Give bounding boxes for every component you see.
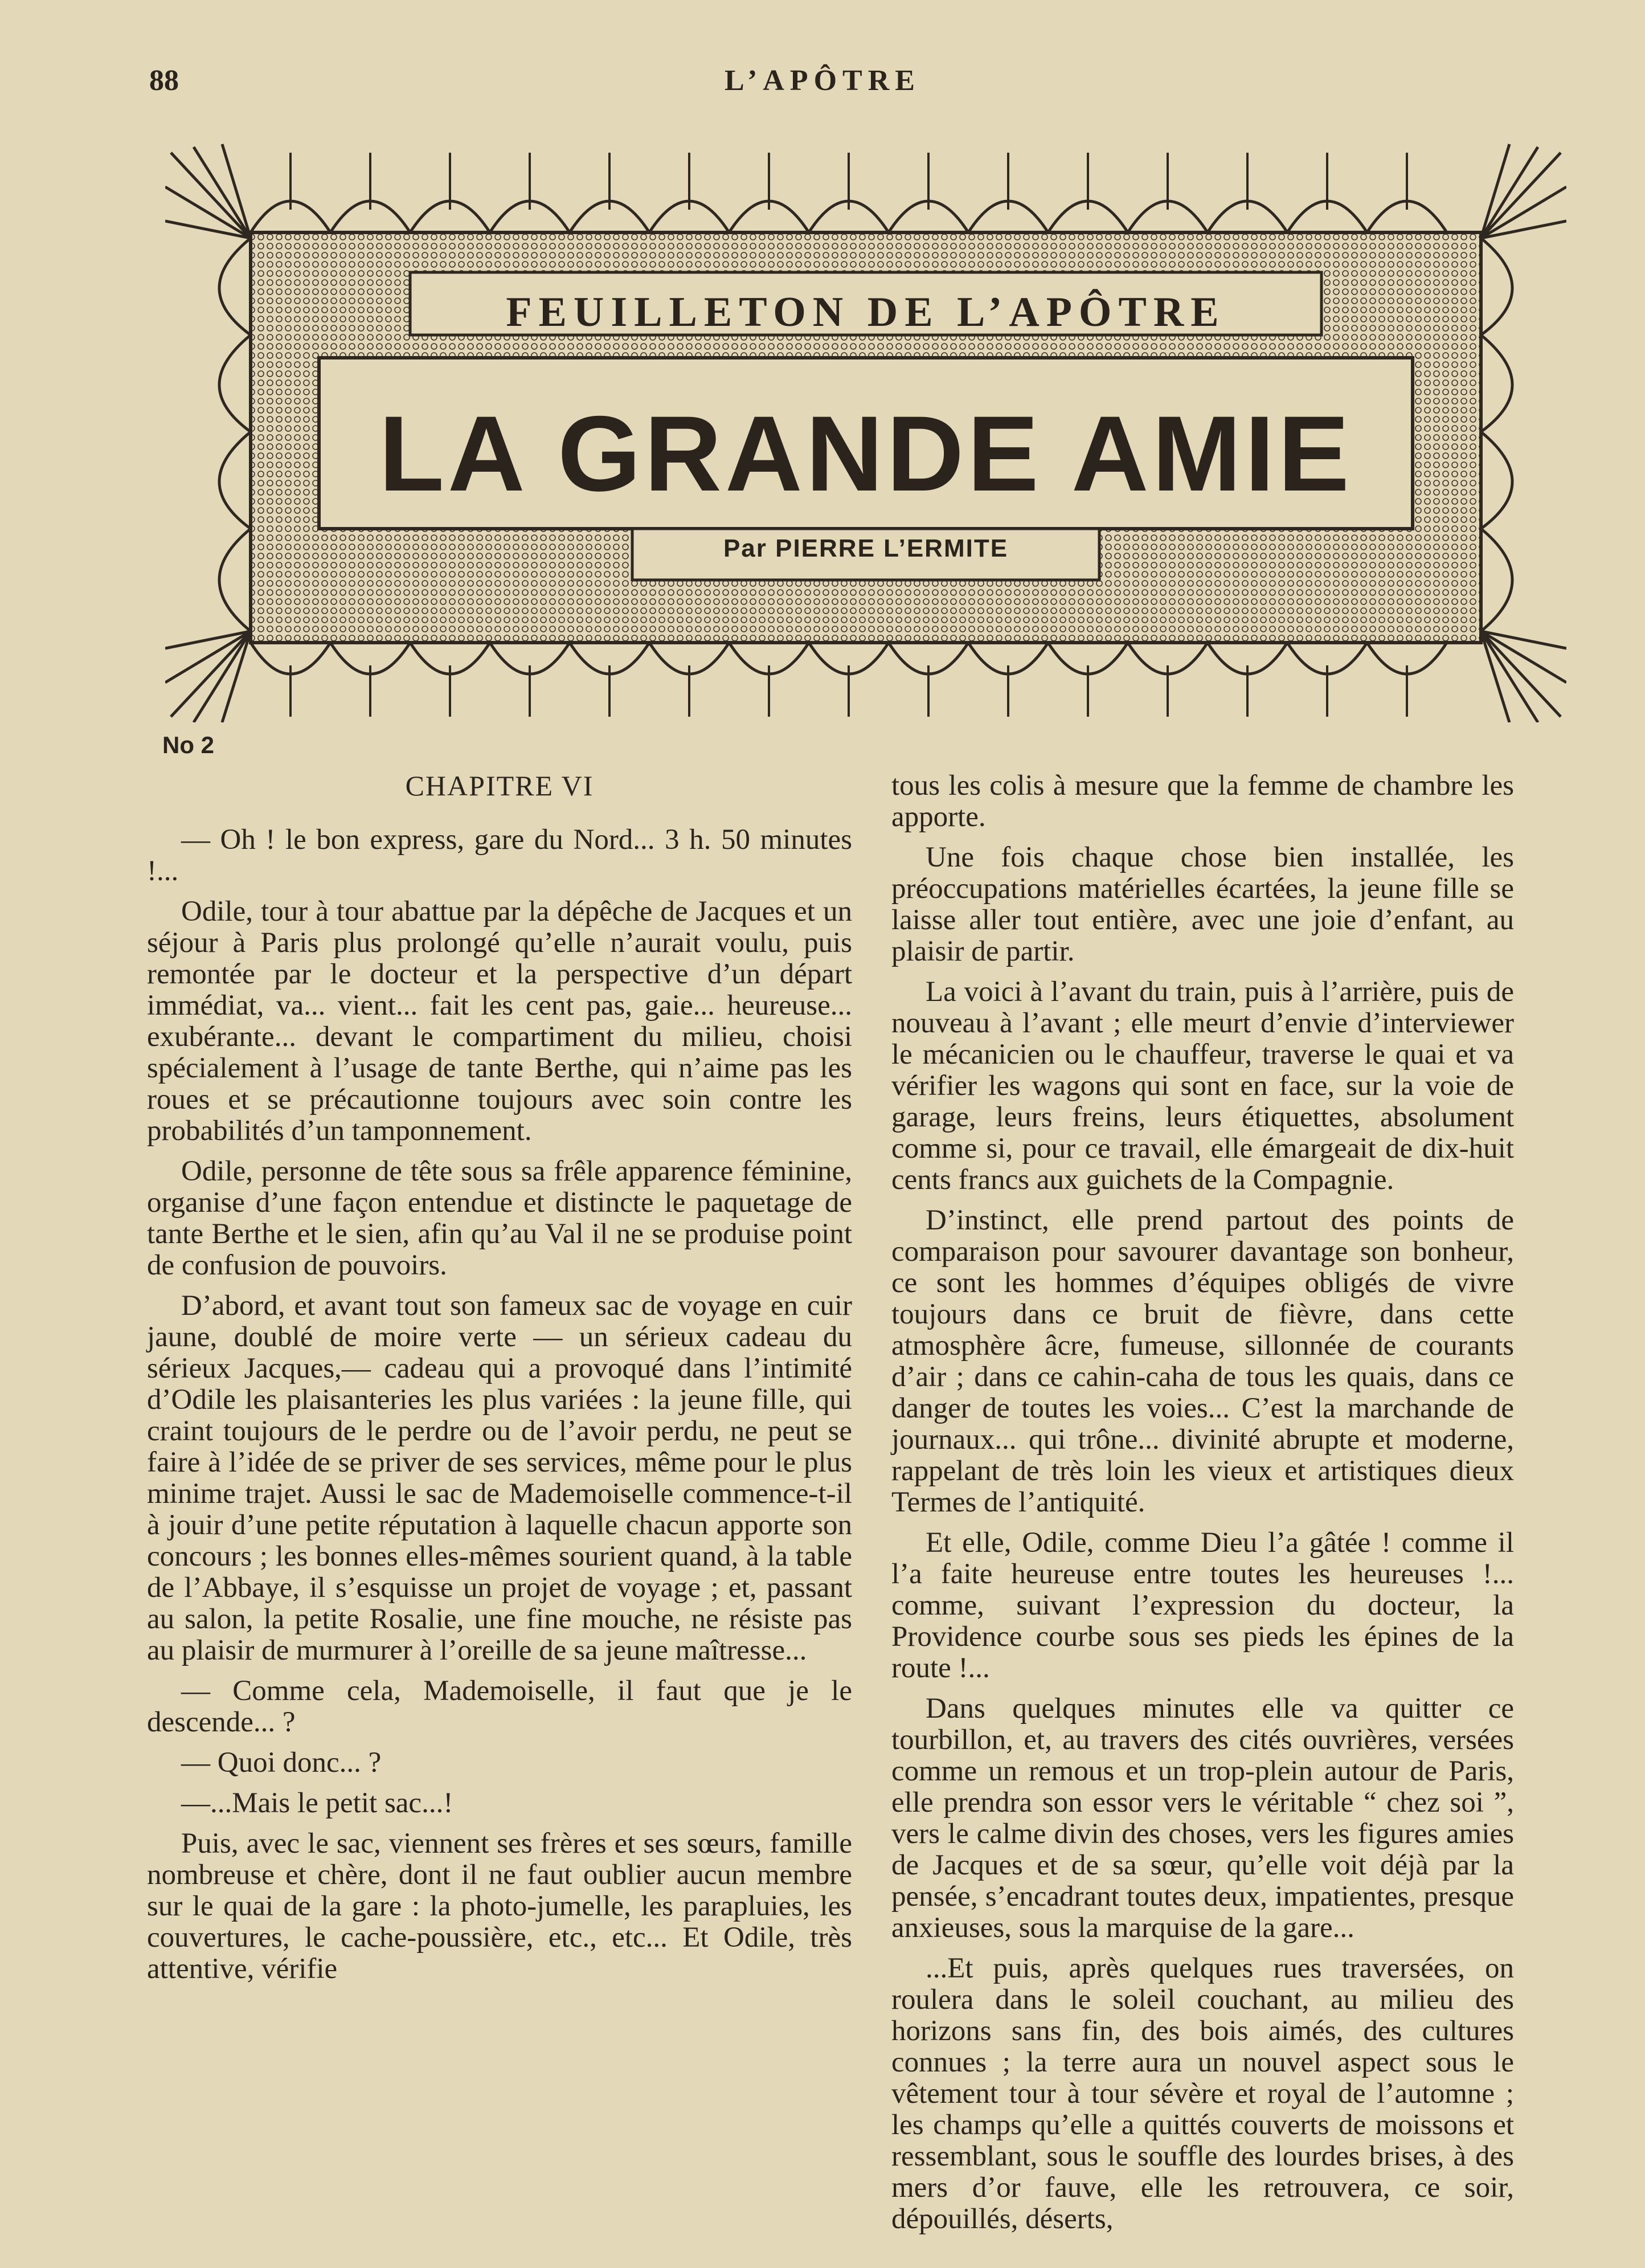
feuilleton-subtitle: FEUILLETON DE L’APÔTRE: [506, 289, 1226, 336]
paragraph: Dans quelques minutes elle va quitter ce tourbillon, et, au travers des cités ouvrières, versées comme un remous et un trop-plein autour de Paris, elle prendra son essor vers le véritable “ chez soi ”, vers le calme divin des choses, vers les figures amies de Jacques et de sa sœur, qu’elle voit déjà par la pensée, s’encadrant toutes deux, impatientes, presque anxieuses, sous la marquise de la gare...: [891, 1693, 1514, 1944]
paragraph: Odile, tour à tour abattue par la dépêche de Jacques et un séjour à Paris plus prolongé qu’elle n’aurait voulu, puis remontée par le docteur et la perspective d’un départ immédiat, va... vient... fait les cent pas, gaie... heureuse... exubérante... devant le compartiment du milieu, choisi spécialement à l’usage de tante Berthe, qui n’aime pas les roues et se précautionne toujours avec soin contre les probabilités d’un tamponnement.: [147, 896, 852, 1147]
paragraph: Une fois chaque chose bien installée, les préoccupations matérielles écartées, la jeune fille se laisse aller tout entière, avec une joie d’enfant, au plaisir de partir.: [891, 841, 1514, 967]
page-number: 88: [149, 64, 179, 97]
paragraph: — Quoi donc... ?: [181, 1747, 382, 1779]
issue-number: No 2: [162, 732, 215, 758]
paragraph: Odile, personne de tête sous sa frêle apparence féminine, organise d’une façon entendue et distincte le paquetage de tante Berthe et le sien, afin qu’au Val il ne se produise point de confusion de pouvoirs.: [147, 1155, 852, 1281]
journal-title: L’APÔTRE: [725, 64, 920, 97]
author-byline: Par PIERRE L’ERMITE: [723, 534, 1009, 562]
paragraph: D’abord, et avant tout son fameux sac de voyage en cuir jaune, doublé de moire verte — un sérieux cadeau du sérieux Jacques,— cadeau qui a provoqué dans l’intimité d’Odile les plaisanteries les plus variées : la jeune fille, qui craint toujours de le perdre ou de l’avoir perdu, ne peut se faire à l’idée de se priver de ses services, même pour le plus minime trajet. Aussi le sac de Mademoiselle commence-t-il à jouir d’une petite réputation à laquelle chacun apporte son concours ; les bonnes elles-mêmes sourient quand, à la table de l’Abbaye, il s’esquisse un projet de voyage ; et, passant au salon, la petite Rosalie, une fine mouche, ne résiste pas au plaisir de murmurer à l’oreille de sa jeune maîtresse...: [147, 1290, 852, 1666]
story-title: LA GRANDE AMIE: [379, 394, 1353, 513]
paragraph: — Oh ! le bon express, gare du Nord... 3 h. 50 minutes !...: [147, 824, 852, 887]
paragraph: La voici à l’avant du train, puis à l’arrière, puis de nouveau à l’avant ; elle meurt d’envie d’interviewer le mécanicien ou le chauffeur, traverse le quai et va vérifier les wagons qui sont en face, sur la voie de garage, leurs freins, leurs étiquettes, absolument comme si, pour ce travail, elle émargeait de dix-huit cents francs aux guichets de la Compagnie.: [891, 976, 1514, 1196]
paragraph: D’instinct, elle prend partout des points de comparaison pour savourer davantage son bonheur, ce sont les hommes d’équipes obligés de vivre toujours dans ce bruit de fièvre, dans cette atmosphère âcre, fumeuse, sillonnée de courants d’air ; dans ce cahin-caha de tous les quais, dans ce danger de toutes les voies... C’est la marchande de journaux... qui trône... divinité abrupte et moderne, rappelant de très loin les vieux et artistiques dieux Termes de l’antiquité.: [891, 1204, 1514, 1518]
paragraph: tous les colis à mesure que la femme de chambre les apporte.: [891, 770, 1514, 833]
left-column: [147, 770, 852, 1994]
feuilleton-banner: [165, 141, 1566, 722]
right-column: [891, 770, 1514, 2244]
paragraph: —...Mais le petit sac...!: [181, 1787, 453, 1819]
chapter-title: CHAPITRE VI: [405, 770, 594, 802]
paragraph: Et elle, Odile, comme Dieu l’a gâtée ! comme il l’a faite heureuse entre toutes les heureuses !... comme, suivant l’expression du docteur, la Providence courbe sous ses pieds les épines de la route !...: [891, 1527, 1514, 1684]
paragraph: Puis, avec le sac, viennent ses frères et ses sœurs, famille nombreuse et chère, dont il ne faut oublier aucun membre sur le quai de la gare : la photo-jumelle, les parapluies, les couvertures, le cache-poussière, etc., etc... Et Odile, très attentive, vérifie: [147, 1828, 852, 1985]
running-head: [149, 64, 1496, 109]
paragraph: — Comme cela, Mademoiselle, il faut que je le descende... ?: [147, 1675, 852, 1738]
paragraph: ...Et puis, après quelques rues traversées, on roulera dans le soleil couchant, au milieu des horizons sans fin, des bois aimés, des cultures connues ; la terre aura un nouvel aspect sous le vêtement tour à tour sévère et royal de l’automne ; les champs qu’elle a quittés couverts de moissons et ressemblant, sous le souffle des lourdes brises, à des mers d’or fauve, elle les retrouvera, ce soir, dépouillés, déserts,: [891, 1952, 1514, 2235]
